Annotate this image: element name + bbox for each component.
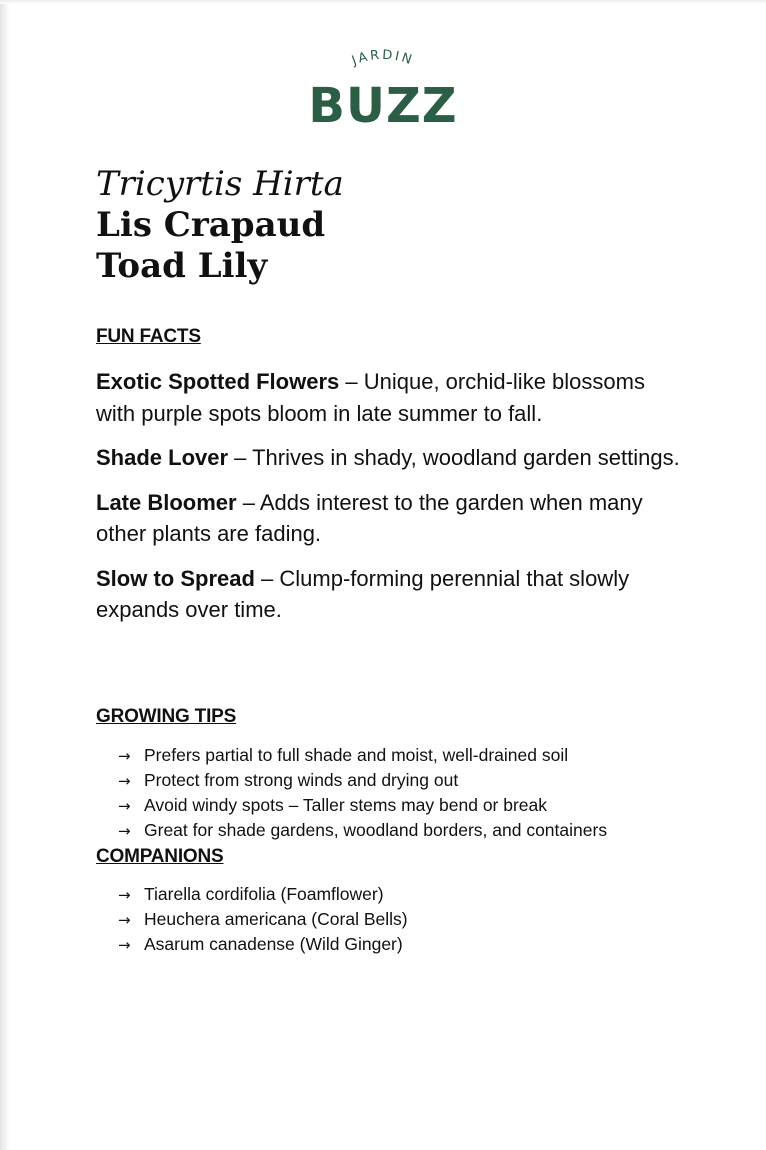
companion-text: Asarum canadense (Wild Ginger) (144, 934, 403, 954)
jardin-buzz-logo (308, 48, 458, 128)
fact-name: Shade Lover (96, 445, 229, 470)
companions-list (118, 882, 718, 957)
tip-text: Protect from strong winds and drying out (144, 770, 459, 790)
fact-item (96, 366, 686, 429)
companion-text: Heuchera americana (Coral Bells) (144, 909, 408, 929)
list-item (118, 907, 718, 932)
tip-text: Prefers partial to full shade and moist, well-drained soil (144, 745, 569, 765)
fact-name: Late Bloomer (96, 489, 237, 515)
companions-heading: COMPANIONS (96, 846, 224, 867)
french-name: Lis Crapaud (96, 205, 326, 245)
growing-tips-list (118, 743, 718, 843)
companion-text: Tiarella cordifolia (Foamflower) (144, 884, 384, 904)
list-item (118, 932, 718, 957)
arrow-right-icon: → (118, 747, 131, 765)
tip-text: Avoid windy spots – Taller stems may bend or break (144, 795, 548, 815)
growing-tips-heading: GROWING TIPS (96, 706, 237, 727)
list-item (118, 743, 718, 768)
fact-text: – Adds interest to the garden when many other plants are fading. (96, 489, 643, 546)
english-name: Toad Lily (96, 246, 268, 286)
fact-item (96, 487, 686, 550)
tip-text: Great for shade gardens, woodland borders, and containers (144, 820, 608, 840)
arrow-right-icon: → (118, 822, 131, 840)
list-item (118, 793, 718, 818)
fun-facts-list (96, 366, 686, 639)
fact-text: – Unique, orchid-like blossoms with purple spots bloom in late summer to fall. (96, 369, 645, 426)
list-item (118, 768, 718, 793)
arrow-right-icon: → (118, 797, 131, 815)
fact-item (96, 563, 686, 626)
fact-name: Slow to Spread (96, 565, 255, 591)
list-item (118, 818, 718, 843)
fact-name: Exotic Spotted Flowers (96, 369, 340, 394)
plant-title-block (96, 164, 696, 287)
list-item (118, 882, 718, 907)
page-top-shadow (0, 0, 766, 4)
logo-top-word: JARDIN (349, 48, 416, 69)
arrow-right-icon: → (118, 886, 131, 904)
arrow-right-icon: → (118, 772, 131, 790)
latin-name: Tricyrtis Hirta (96, 164, 344, 204)
arrow-right-icon: → (118, 936, 131, 954)
fun-facts-heading: FUN FACTS (96, 326, 201, 347)
arrow-right-icon: → (118, 911, 131, 929)
fact-text: – Thrives in shady, woodland garden settings. (228, 445, 680, 470)
logo-main-word: BUZZ (308, 78, 458, 128)
page-edge-shadow (0, 0, 10, 1150)
fact-item (96, 442, 686, 474)
fact-text: – Clump-forming perennial that slowly expands over time. (96, 565, 630, 622)
